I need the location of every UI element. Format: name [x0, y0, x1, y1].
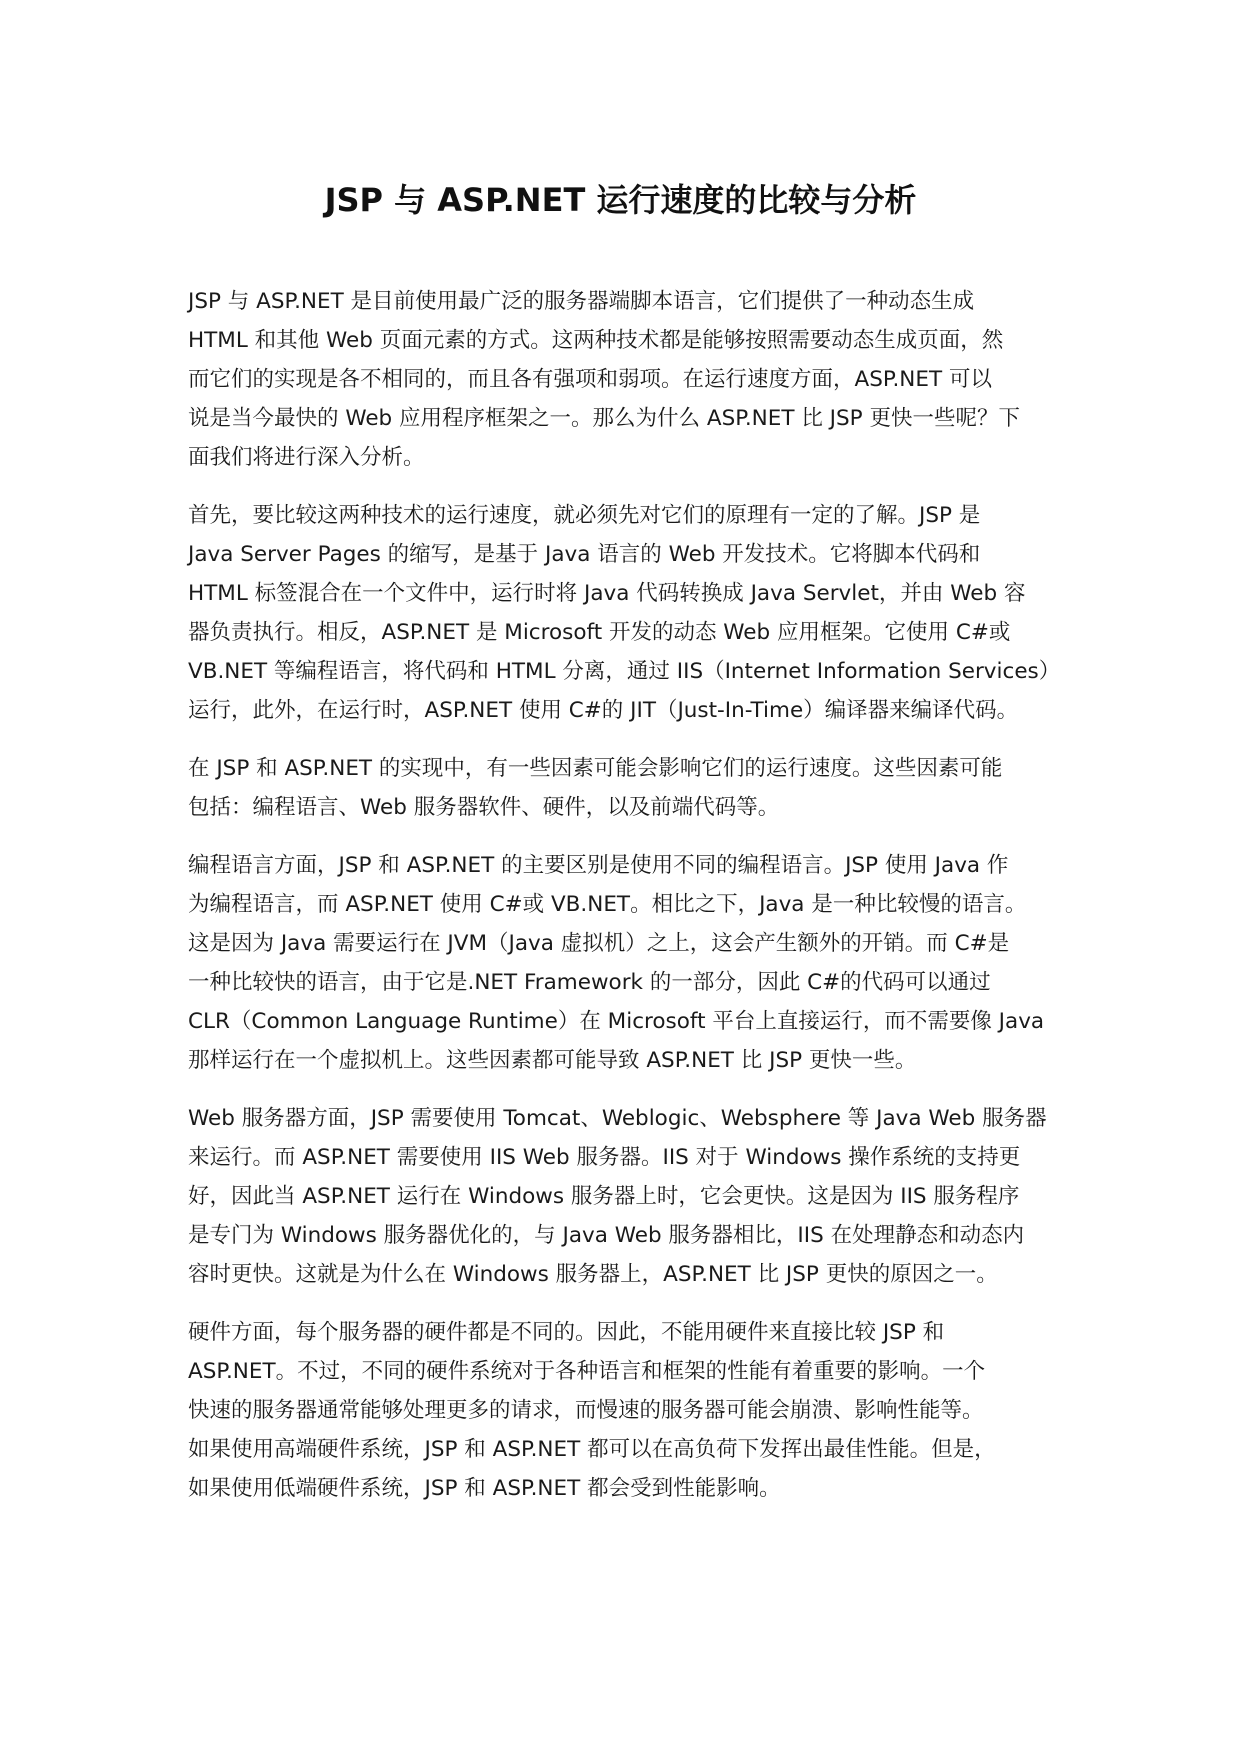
- text-line: 来运行。而 ASP.NET 需要使用 IIS Web 服务器。IIS 对于 Windows 操作系统的支持更: [188, 1145, 1021, 1170]
- text-line: JSP 与 ASP.NET 是目前使用最广泛的服务器端脚本语言，它们提供了一种动态生成: [188, 289, 975, 314]
- text-line: 说是当今最快的 Web 应用程序框架之一。那么为什么 ASP.NET 比 JSP 更快一些呢？下: [188, 406, 1020, 431]
- document-body: [188, 282, 1088, 1527]
- text-line: VB.NET 等编程语言，将代码和 HTML 分离，通过 IIS（Internet Information Services）: [188, 659, 1061, 684]
- text-line: 这是因为 Java 需要运行在 JVM（Java 虚拟机）之上，这会产生额外的开销。而 C#是: [188, 931, 1010, 956]
- paragraph-principles: [188, 496, 1088, 730]
- text-line: 快速的服务器通常能够处理更多的请求，而慢速的服务器可能会崩溃、影响性能等。: [188, 1398, 984, 1423]
- paragraph-web-servers: [188, 1099, 1088, 1294]
- text-line: 为编程语言，而 ASP.NET 使用 C#或 VB.NET。相比之下，Java 是一种比较慢的语言。: [188, 892, 1027, 917]
- text-line: Java Server Pages 的缩写，是基于 Java 语言的 Web 开发技术。它将脚本代码和: [188, 542, 981, 567]
- text-line: 容时更快。这就是为什么在 Windows 服务器上，ASP.NET 比 JSP 更快的原因之一。: [188, 1262, 998, 1287]
- text-line: 首先，要比较这两种技术的运行速度，就必须先对它们的原理有一定的了解。JSP 是: [188, 503, 981, 528]
- text-line: 包括：编程语言、Web 服务器软件、硬件，以及前端代码等。: [188, 795, 780, 820]
- text-line: 好，因此当 ASP.NET 运行在 Windows 服务器上时，它会更快。这是因为 IIS 服务程序: [188, 1184, 1020, 1209]
- text-line: 那样运行在一个虚拟机上。这些因素都可能导致 ASP.NET 比 JSP 更快一些。: [188, 1048, 917, 1073]
- text-line: Web 服务器方面，JSP 需要使用 Tomcat、Weblogic、Websphere 等 Java Web 服务器: [188, 1106, 1047, 1131]
- paragraph-factors: [188, 749, 1088, 827]
- text-line: HTML 标签混合在一个文件中，运行时将 Java 代码转换成 Java Servlet，并由 Web 容: [188, 581, 1026, 606]
- text-line: 如果使用高端硬件系统，JSP 和 ASP.NET 都可以在高负荷下发挥出最佳性能。但是，: [188, 1437, 996, 1462]
- text-line: 如果使用低端硬件系统，JSP 和 ASP.NET 都会受到性能影响。: [188, 1476, 781, 1501]
- text-line: HTML 和其他 Web 页面元素的方式。这两种技术都是能够按照需要动态生成页面，然: [188, 328, 1004, 353]
- page-title: JSP 与 ASP.NET 运行速度的比较与分析: [324, 181, 917, 219]
- text-line: 在 JSP 和 ASP.NET 的实现中，有一些因素可能会影响它们的运行速度。这些因素可能: [188, 756, 1003, 781]
- text-line: 面我们将进行深入分析。: [188, 445, 425, 470]
- text-line: 是专门为 Windows 服务器优化的，与 Java Web 服务器相比，IIS 在处理静态和动态内: [188, 1223, 1025, 1248]
- text-line: 硬件方面，每个服务器的硬件都是不同的。因此，不能用硬件来直接比较 JSP 和: [188, 1320, 945, 1345]
- paragraph-languages: [188, 846, 1088, 1080]
- text-line: 而它们的实现是各不相同的，而且各有强项和弱项。在运行速度方面，ASP.NET 可以: [188, 367, 992, 392]
- text-line: ASP.NET。不过，不同的硬件系统对于各种语言和框架的性能有着重要的影响。一个: [188, 1359, 986, 1384]
- paragraph-intro: [188, 282, 1088, 477]
- text-line: CLR（Common Language Runtime）在 Microsoft 平台上直接运行，而不需要像 Java: [188, 1009, 1045, 1034]
- paragraph-hardware: [188, 1313, 1088, 1508]
- text-line: 一种比较快的语言，由于它是.NET Framework 的一部分，因此 C#的代码可以通过: [188, 970, 991, 995]
- text-line: 编程语言方面，JSP 和 ASP.NET 的主要区别是使用不同的编程语言。JSP 使用 Java 作: [188, 853, 1009, 878]
- text-line: 器负责执行。相反，ASP.NET 是 Microsoft 开发的动态 Web 应用框架。它使用 C#或: [188, 620, 1011, 645]
- text-line: 运行，此外，在运行时，ASP.NET 使用 C#的 JIT（Just-In-Time）编译器来编译代码。: [188, 698, 1019, 723]
